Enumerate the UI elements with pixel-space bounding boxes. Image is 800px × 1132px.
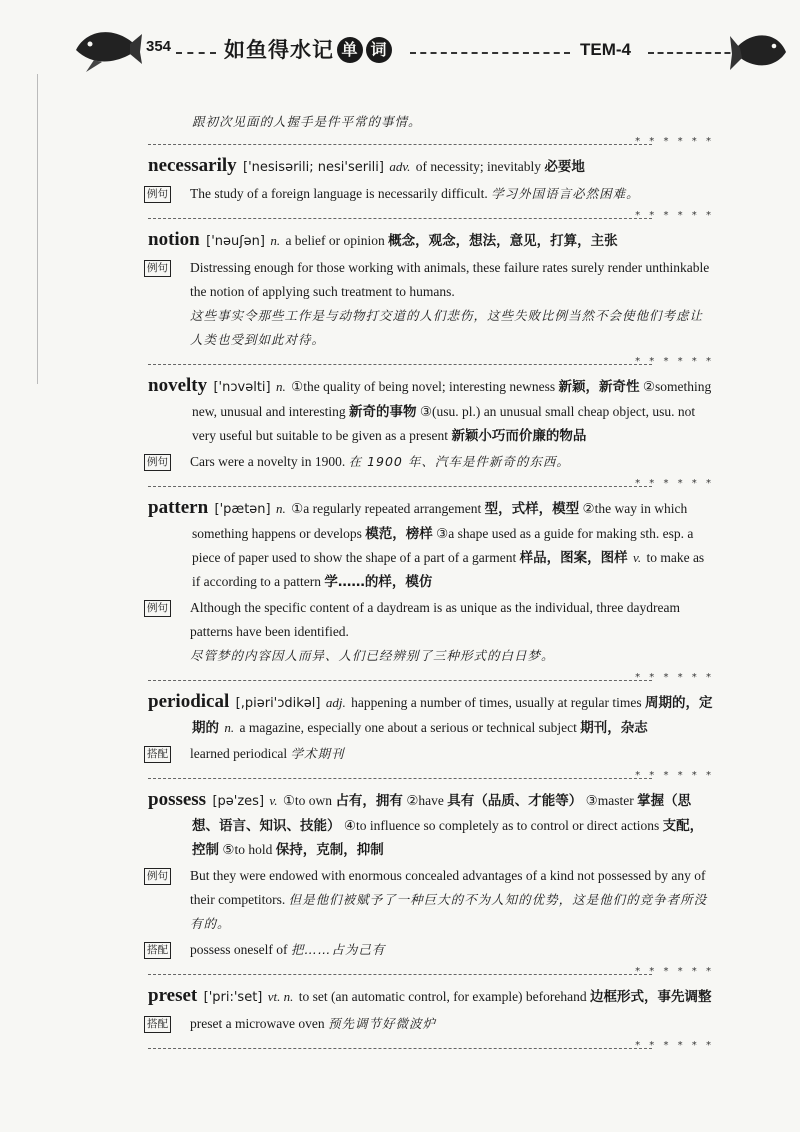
definition-cn: 新奇的事物 bbox=[348, 404, 417, 420]
headword: necessarily bbox=[148, 155, 237, 176]
definition-cn: 新颖，新奇性 bbox=[558, 379, 640, 395]
collocation-translation: 把……占为己有 bbox=[290, 942, 386, 957]
example-block bbox=[148, 450, 714, 474]
separator: * * * * * * bbox=[148, 968, 714, 980]
collocation-block bbox=[148, 1012, 714, 1036]
phonetic: ['nesisərili; nesi'serili] bbox=[243, 160, 384, 175]
phonetic: ['pri:'set] bbox=[203, 990, 263, 1005]
definition: a magazine, especially one about a serious or technical subject bbox=[239, 720, 577, 735]
definition-cn: 保持，克制，抑制 bbox=[275, 842, 384, 858]
exam-label: TEM-4 bbox=[580, 40, 631, 59]
definition: happening a number of times, usually at regular times bbox=[351, 695, 642, 710]
collocation-label: 搭配 bbox=[144, 1016, 171, 1033]
example-block bbox=[148, 182, 714, 206]
part-of-speech: vt. n. bbox=[267, 989, 294, 1004]
example-translation: 但是他们被赋予了一种巨大的不为人知的优势，这是他们的竞争者所没有的。 bbox=[190, 892, 708, 931]
margin-line bbox=[37, 74, 38, 384]
entry-periodical bbox=[148, 690, 714, 766]
header-rule bbox=[410, 52, 570, 54]
collocation-translation: 学术期刊 bbox=[290, 746, 345, 761]
example-block bbox=[148, 596, 714, 668]
example-translation: 尽管梦的内容因人而异、人们已经辨别了三种形式的白日梦。 bbox=[190, 648, 555, 663]
definition: ①to own bbox=[282, 793, 333, 808]
example-label: 例句 bbox=[144, 868, 171, 885]
example-sentence: Distressing enough for those working with animals, these failure rates surely render unthinkable the notion of applying such treatment to humans. bbox=[190, 260, 710, 299]
header-rule bbox=[648, 52, 740, 54]
definition-cn: 支配，控制 bbox=[192, 818, 704, 858]
definition: to make as if according to a pattern bbox=[192, 550, 705, 589]
definition: ③(usu. pl.) an unusual small cheap object, usu. not very useful but suitable to be given as a present bbox=[192, 404, 696, 443]
example-label: 例句 bbox=[144, 260, 171, 277]
series-title-text: 如鱼得水记 bbox=[224, 38, 334, 62]
separator-stars: * * * * * * bbox=[635, 136, 714, 147]
definition: ②the way in which something happens or develops bbox=[192, 501, 688, 541]
separator: * * * * * * bbox=[148, 358, 714, 370]
definition: ①a regularly repeated arrangement bbox=[291, 501, 482, 516]
definition-cn: 样品，图案，图样 bbox=[519, 550, 628, 566]
headword: novelty bbox=[148, 375, 208, 396]
page-number: 354 bbox=[146, 38, 172, 55]
definition: to set (an automatic control, for example) beforehand bbox=[298, 989, 587, 1004]
separator: * * * * * * bbox=[148, 480, 714, 492]
definition-cn: 掌握（思想、语言、知识、技能） bbox=[192, 793, 692, 834]
example-block bbox=[148, 256, 714, 352]
example-sentence: The study of a foreign language is necessarily difficult. bbox=[190, 186, 488, 201]
headword: pattern bbox=[148, 497, 209, 518]
collocation-phrase: possess oneself of bbox=[190, 942, 288, 957]
separator: * * * * * * bbox=[148, 212, 714, 224]
phonetic: ['nɔvəlti] bbox=[213, 380, 271, 395]
definition: ②have bbox=[406, 793, 444, 808]
entry-preset bbox=[148, 984, 714, 1036]
definition-cn: 周期的，定期的 bbox=[192, 695, 713, 736]
definition-cn: 新颖小巧而价廉的物品 bbox=[451, 428, 587, 444]
entries-content bbox=[148, 112, 714, 1058]
headword: notion bbox=[148, 229, 200, 250]
definition: ③a shape used as a guide for making sth. esp. a piece of paper used to show the shape of a part of a garment bbox=[192, 526, 694, 565]
definition: ③master bbox=[585, 793, 634, 808]
part-of-speech: adv. bbox=[389, 159, 411, 174]
phonetic: ['nəuʃən] bbox=[206, 234, 265, 249]
example-sentence: Although the specific content of a daydream is as unique as the individual, three daydream patterns have been identified. bbox=[190, 600, 680, 639]
collocation-block bbox=[148, 938, 714, 962]
example-translation: 学习外国语言必然困难。 bbox=[491, 186, 640, 201]
definition: ⑤to hold bbox=[222, 842, 273, 857]
headword: preset bbox=[148, 985, 198, 1006]
separator: * * * * * * bbox=[148, 772, 714, 784]
separator: * * * * * * bbox=[148, 1042, 714, 1054]
example-translation: 在 1900 年、汽车是件新奇的东西。 bbox=[348, 454, 570, 469]
part-of-speech: v. bbox=[633, 550, 642, 565]
header-rule bbox=[176, 52, 216, 54]
fish-ornament-right-icon bbox=[730, 24, 790, 80]
definition-cn: 模范，榜样 bbox=[365, 526, 433, 542]
phonetic: ['pætən] bbox=[214, 502, 271, 517]
collocation-label: 搭配 bbox=[144, 942, 171, 959]
headword: possess bbox=[148, 789, 207, 810]
collocation-translation: 预先调节好微波炉 bbox=[327, 1016, 436, 1031]
example-continuation bbox=[192, 112, 714, 132]
collocation-label: 搭配 bbox=[144, 746, 171, 763]
part-of-speech: n. bbox=[224, 720, 235, 735]
example-sentence: But they were endowed with enormous concealed advantages of a kind not possessed by any of their competitors. bbox=[190, 868, 706, 907]
part-of-speech: n. bbox=[275, 501, 286, 516]
definition-cn: 期刊，杂志 bbox=[580, 720, 648, 736]
collocation-phrase: preset a microwave oven bbox=[190, 1016, 325, 1031]
separator: * * * * * * bbox=[148, 674, 714, 686]
definition-cn: 学……的样，模仿 bbox=[324, 574, 433, 590]
part-of-speech: n. bbox=[275, 379, 286, 394]
example-block bbox=[148, 864, 714, 936]
definition-cn: 必要地 bbox=[544, 159, 585, 175]
headword: periodical bbox=[148, 691, 230, 712]
definition: ④to influence so completely as to control or direct actions bbox=[343, 818, 660, 833]
example-label: 例句 bbox=[144, 454, 171, 471]
entry-necessarily bbox=[148, 154, 714, 206]
part-of-speech: adj. bbox=[325, 695, 346, 710]
entry-novelty bbox=[148, 374, 714, 474]
entry-possess bbox=[148, 788, 714, 962]
definition-cn: 具有（品质、才能等） bbox=[447, 793, 583, 809]
phonetic: [,piəri'ɔdikəl] bbox=[235, 696, 321, 711]
entry-pattern bbox=[148, 496, 714, 668]
example-label: 例句 bbox=[144, 600, 171, 617]
definition-cn: 占有，拥有 bbox=[335, 793, 403, 809]
collocation-block bbox=[148, 742, 714, 766]
example-translation: 这些事实令那些工作是与动物打交道的人们悲伤，这些失败比例当然不会使他们考虑让人类也受到如此对待。 bbox=[190, 308, 704, 347]
definition-cn: 型，式样，模型 bbox=[484, 501, 580, 517]
circled-char: 单 bbox=[337, 37, 363, 63]
part-of-speech: n. bbox=[270, 233, 281, 248]
part-of-speech: v. bbox=[269, 793, 278, 808]
separator bbox=[148, 138, 714, 150]
definition-cn: 边框形式，事先调整 bbox=[590, 989, 712, 1005]
definition: ②something new, unusual and interesting bbox=[192, 379, 712, 419]
entry-notion bbox=[148, 228, 714, 352]
definition: of necessity; inevitably bbox=[415, 159, 542, 174]
definition-cn: 概念，观念，想法，意见，打算，主张 bbox=[388, 233, 618, 249]
example-sentence: Cars were a novelty in 1900. bbox=[190, 454, 346, 469]
phonetic: [pə'zes] bbox=[212, 794, 265, 809]
example-translation: 跟初次见面的人握手是件平常的事情。 bbox=[192, 114, 422, 129]
definition: a belief or opinion bbox=[285, 233, 385, 248]
definition: ①the quality of being novel; interesting newness bbox=[291, 379, 556, 394]
collocation-phrase: learned periodical bbox=[190, 746, 288, 761]
fish-ornament-left-icon bbox=[72, 20, 144, 74]
series-title bbox=[224, 34, 392, 64]
example-label: 例句 bbox=[144, 186, 171, 203]
page-header bbox=[0, 0, 800, 90]
circled-char: 词 bbox=[366, 37, 392, 63]
